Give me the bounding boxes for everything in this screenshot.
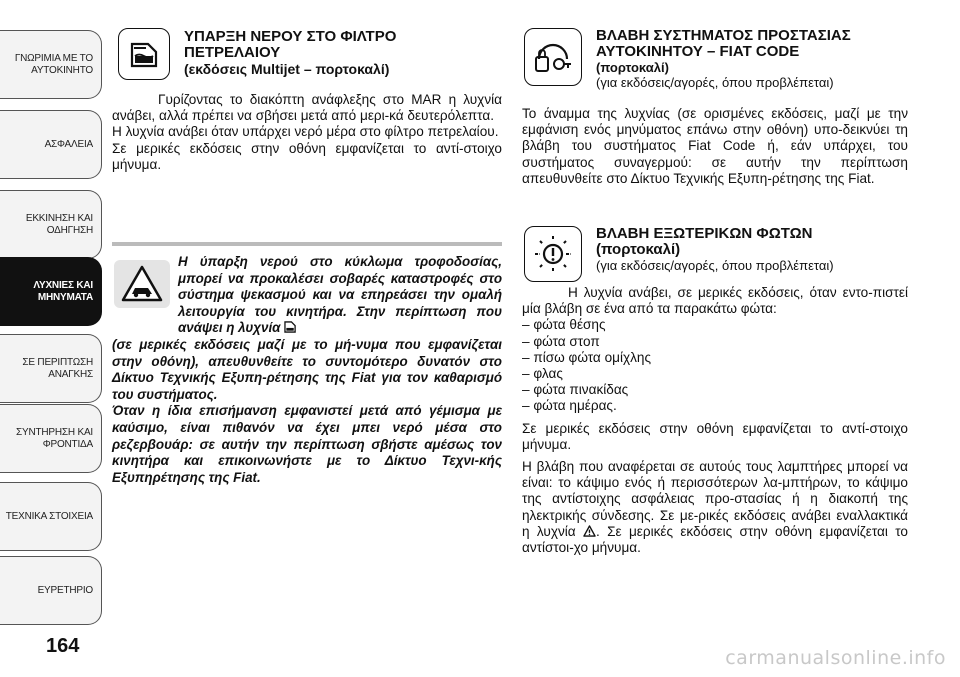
warning-text-part: Η ύπαρξη νερού στο κύκλωμα τροφοδοσίας, μπορεί να προκαλέσει σοβαρές καταστροφές στο σύστημα ψεκασμού και να επηρεάσει την ομαλή λειτουργία του κινητήρα. Στην περίπτωση που ανάψει η λυχνία [178, 254, 502, 336]
section-fiat-code-body [522, 106, 908, 187]
tab-start-driving[interactable] [0, 190, 102, 259]
water-in-fuel-filter-icon [118, 28, 170, 80]
tab-index[interactable] [0, 556, 102, 625]
list-item: – φώτα ημέρας. [522, 398, 617, 414]
tab-label: ΕΚΚΙΝΗΣΗ ΚΑΙ ΟΔΗΓΗΣΗ [25, 212, 93, 236]
paragraph: Η λυχνία ανάβει όταν υπάρχει νερό μέρα στο φίλτρο πετρελαίου. [112, 124, 499, 140]
tab-safety[interactable] [0, 110, 102, 179]
page-number: 164 [46, 635, 80, 657]
warning-block [112, 242, 502, 486]
list-item: – φώτα πινακίδας [522, 382, 629, 398]
list-item: – φώτα θέσης [522, 317, 606, 333]
section-subtitle: (πορτοκαλί) [596, 241, 681, 258]
fiat-code-lock-icon [524, 28, 582, 86]
paragraph: Το άναμμα της λυχνίας (σε ορισμένες εκδόσεις, μαζί με την εμφάνιση ενός μηνύματος επάνω στην οθόνη) υπο-δεικνύει τη βλάβη του συστήματος Fiat Code ή, εάν υπάρχει, του συστήματος συναγερμού: σε αυτήν την περίπτωση απευθυνθείτε στο Δίκτυο Τεχνικής Εξυπη-ρέτησης της Fiat. [522, 106, 908, 186]
section-note: (για εκδόσεις/αγορές, όπου προβλέπεται) [596, 75, 834, 90]
paragraph: Γυρίζοντας το διακόπτη ανάφλεξης στο MAR η λυχνία ανάβει, αλλά πρέπει να σβήσει μετά από μερι-κά δευτερόλεπτα. [112, 92, 502, 124]
tab-label: ΛΥΧΝΙΕΣ ΚΑΙ ΜΗΝΥΜΑΤΑ [33, 279, 93, 303]
warning-text-part: (σε μερικές εκδόσεις μαζί με το μή-νυμα που εμφανίζεται στην οθόνη), απευθυνθείτε το συντομότερο δυνατόν στο Δίκτυο Τεχνικής Εξυπη-ρέτησης της Fiat για τον καθαρισμό του συστήματος. [112, 336, 502, 402]
warning-text-continued [112, 337, 502, 403]
section-water-body [112, 92, 502, 173]
tab-label: ΣΥΝΤΗΡΗΣΗ ΚΑΙ ΦΡΟΝΤΙΔΑ [16, 426, 93, 450]
section-subtitle: (πορτοκαλί) [596, 60, 669, 75]
tab-label: ΤΕΧΝΙΚΑ ΣΤΟΙΧΕΙΑ [5, 510, 93, 522]
section-title: ΒΛΑΒΗ ΣΥΣΤΗΜΑΤΟΣ ΠΡΟΣΤΑΣΙΑΣ [596, 27, 851, 44]
list-item: – φλας [522, 366, 563, 382]
tab-vehicle-intro[interactable] [0, 30, 102, 99]
section-title: ΠΕΤΡΕΛΑΙΟΥ [184, 44, 281, 61]
paragraph-part: . Σε μερικές εκδόσεις στην οθόνη εμφανίζεται το αντίστοι-χο μήνυμα. [522, 523, 908, 556]
tab-label: ΣΕ ΠΕΡΙΠΤΩΣΗ ΑΝΑΓΚΗΣ [22, 356, 93, 380]
tab-lights-messages[interactable] [0, 257, 102, 326]
tab-emergency[interactable] [0, 334, 102, 403]
section-title: ΒΛΑΒΗ ΕΞΩΤΕΡΙΚΩΝ ΦΩΤΩΝ [596, 225, 813, 242]
paragraph: Σε μερικές εκδόσεις στην οθόνη εμφανίζεται το αντί-στοιχο μήνυμα. [112, 140, 502, 172]
section-title: ΑΥΤΟΚΙΝΗΤΟΥ – FIAT CODE [596, 43, 800, 60]
tab-technical[interactable] [0, 482, 102, 551]
paragraph-part: Η βλάβη που αναφέρεται σε αυτούς τους λαμπτήρες μπορεί να είναι: το κάψιμο ενός ή περισσότερων λα-μπτήρων, το κάψιμο της αντίστοιχης ασφάλειας προ-στασίας ή η διακοπή της ηλεκτρικής σύνδεσης. Σε με-ρικές εκδόσεις ανάβει εναλλακτικά η λυχνία [522, 459, 908, 539]
warning-triangle-icon [583, 525, 596, 537]
section-title: ΥΠΑΡΞΗ ΝΕΡΟΥ ΣΤΟ ΦΙΛΤΡΟ [184, 28, 397, 45]
section-subtitle: (εκδόσεις Multijet – πορτοκαλί) [184, 61, 390, 77]
paragraph [522, 459, 908, 556]
lights-list [522, 317, 908, 414]
warning-car-icon [114, 260, 170, 308]
watermark: carmanualsonline.info [725, 647, 946, 669]
section-note: (για εκδόσεις/αγορές, όπου προβλέπεται) [596, 258, 834, 273]
exterior-light-failure-icon [524, 226, 582, 282]
warning-text-part: Όταν η ίδια επισήμανση εμφανιστεί μετά από γέμισμα με καύσιμο, είναι πιθανόν να έχει μπει νερό μέσα στο ρεζερβουάρ: σε αυτήν την περίπτωση σβήστε αμέσως τον κινητήρα και επικοινωνήστε με το Δίκτυο Τεχνι-κής Εξυπηρέτησης της Fiat. [112, 403, 502, 485]
paragraph: Σε μερικές εκδόσεις στην οθόνη εμφανίζεται το αντί-στοιχο μήνυμα. [522, 420, 908, 452]
tab-maintenance[interactable] [0, 404, 102, 473]
warning-text-refuel [112, 403, 502, 486]
water-in-fuel-filter-icon [284, 321, 297, 333]
tab-label: ΓΝΩΡΙΜΙΑ ΜΕ ΤΟ ΑΥΤΟΚΙΝΗΤΟ [14, 52, 93, 76]
chapter-sidebar [0, 0, 102, 677]
section-exterior-lights-header [524, 226, 834, 282]
paragraph: Η λυχνία ανάβει, σε μερικές εκδόσεις, όταν εντο-πιστεί μία βλάβη σε ένα από τα παρακάτω φώτα: [522, 285, 908, 317]
section-exterior-lights-body [522, 285, 908, 556]
warning-text [112, 254, 502, 337]
list-item: – φώτα στοπ [522, 333, 600, 349]
tab-label: ΑΣΦΑΛΕΙΑ [44, 138, 93, 150]
section-water-in-filter-header [118, 28, 396, 80]
section-fiat-code-header [524, 28, 851, 90]
tab-label: ΕΥΡΕΤΗΡΙΟ [37, 584, 93, 596]
list-item: – πίσω φώτα ομίχλης [522, 349, 652, 365]
